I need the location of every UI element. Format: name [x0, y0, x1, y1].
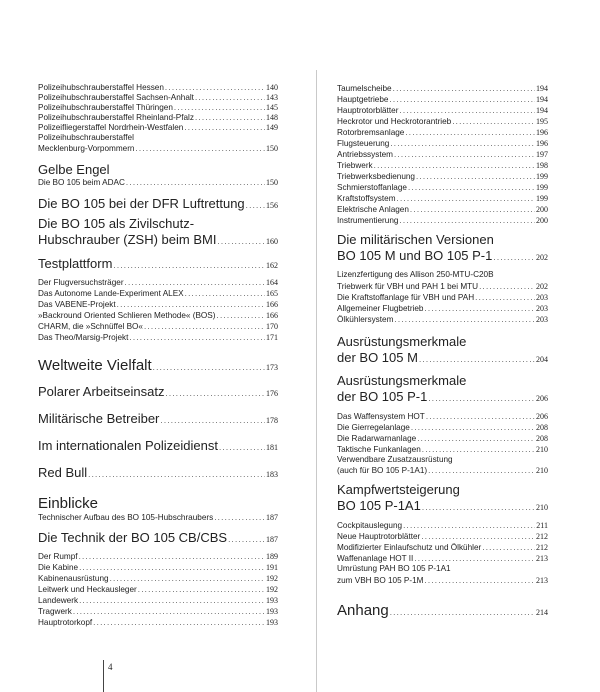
- section-heading-line[interactable]: Die militärischen Versionen: [337, 232, 494, 247]
- section-heading[interactable]: Red Bull . . . 183: [38, 465, 278, 483]
- toc-entry[interactable]: Schmierstoffanlage . . . 199: [337, 182, 548, 193]
- toc-entry[interactable]: Instrumentierung . . . 200: [337, 215, 548, 226]
- toc-entry[interactable]: Das Theo/Marsig-Projekt . . . 171: [38, 332, 278, 343]
- toc-entry[interactable]: Leitwerk und Heckausleger . . . 192: [38, 584, 278, 595]
- section-heading[interactable]: BO 105 P-1A1 . . . 210: [337, 498, 548, 516]
- section-heading-line[interactable]: Die BO 105 als Zivilschutz-: [38, 215, 195, 231]
- toc-entry[interactable]: Der Flugversuchsträger . . . 164: [38, 277, 278, 288]
- toc-entry[interactable]: Neue Hauptrotorblätter . . . 212: [337, 531, 548, 542]
- section-heading[interactable]: der BO 105 M . . . 204: [337, 350, 548, 368]
- toc-entry[interactable]: Taktische Funkanlagen . . . 210: [337, 444, 548, 455]
- page-number: 4: [108, 662, 113, 672]
- section-heading[interactable]: Militärische Betreiber . . . 178: [38, 411, 278, 429]
- toc-entry-line[interactable]: Verwendbare Zusatzausrüstung: [337, 454, 453, 464]
- toc-entry[interactable]: Ölkühlersystem . . . 203: [337, 314, 548, 325]
- toc-entry[interactable]: »Backround Oriented Schlieren Methode« (BOS) . . . 166: [38, 310, 278, 321]
- toc-entry[interactable]: Rotorbremsanlage . . . 196: [337, 127, 548, 138]
- section-heading-line[interactable]: Ausrüstungsmerkmale: [337, 333, 467, 349]
- toc-entry[interactable]: Triebwerk . . . 198: [337, 160, 548, 171]
- toc-right-column: [337, 83, 548, 622]
- toc-entry[interactable]: Mecklenburg-Vorpommern . . . 150: [38, 144, 278, 154]
- toc-entry[interactable]: Das VABENE-Projekt . . . 166: [38, 299, 278, 310]
- toc-entry[interactable]: Das Autonome Lande-Experiment ALEX . . . 165: [38, 288, 278, 299]
- toc-entry[interactable]: Die Kabine . . . 191: [38, 562, 278, 573]
- toc-entry[interactable]: Elektrische Anlagen . . . 200: [337, 204, 548, 215]
- section-heading-line[interactable]: Ausrüstungsmerkmale: [337, 372, 467, 388]
- toc-entry[interactable]: Die Gierregelanlage . . . 208: [337, 422, 548, 433]
- chapter-heading[interactable]: Einblicke: [38, 494, 99, 512]
- section-heading[interactable]: der BO 105 P-1 . . . 206: [337, 389, 548, 407]
- section-heading[interactable]: Testplattform . . . 162: [38, 256, 278, 274]
- toc-entry[interactable]: Allgemeiner Flugbetrieb . . . 203: [337, 303, 548, 314]
- toc-entry[interactable]: Kraftstoffsystem . . . 199: [337, 193, 548, 204]
- toc-entry[interactable]: Polizeihubschrauberstaffel Thüringen . . . 145: [38, 103, 278, 113]
- toc-entry[interactable]: Tragwerk . . . 193: [38, 606, 278, 617]
- toc-entry[interactable]: Technischer Aufbau des BO 105-Hubschraubers . . . 187: [38, 513, 278, 523]
- toc-entry[interactable]: (auch für BO 105 P-1A1) . . . 210: [337, 465, 548, 476]
- toc-entry[interactable]: Die BO 105 beim ADAC . . . 150: [38, 178, 278, 188]
- section-heading[interactable]: Die BO 105 bei der DFR Luftrettung . . . 156: [38, 196, 278, 214]
- section-heading-line[interactable]: Kampfwertsteigerung: [337, 482, 460, 497]
- section-heading[interactable]: Die Technik der BO 105 CB/CBS . . . 187: [38, 530, 278, 548]
- toc-entry[interactable]: Triebwerk für VBH und PAH 1 bei MTU . . . 202: [337, 281, 548, 292]
- toc-entry[interactable]: Antriebssystem . . . 197: [337, 149, 548, 160]
- toc-entry[interactable]: Polizeifliegerstaffel Nordrhein-Westfalen . . . 149: [38, 123, 278, 133]
- toc-entry[interactable]: Hauptrotorblätter . . . 194: [337, 105, 548, 116]
- toc-entry-line[interactable]: Umrüstung PAH BO 105 P-1A1: [337, 564, 451, 573]
- toc-entry[interactable]: Heckrotor und Heckrotorantrieb . . . 195: [337, 116, 548, 127]
- section-heading[interactable]: Im internationalen Polizeidienst . . . 181: [38, 438, 278, 456]
- section-heading[interactable]: Gelbe Engel: [38, 161, 110, 177]
- chapter-heading[interactable]: Weltweite Vielfalt . . . 173: [38, 357, 278, 377]
- toc-entry[interactable]: Polizeihubschrauberstaffel Rheinland-Pfalz . . . 148: [38, 113, 278, 123]
- toc-entry[interactable]: Der Rumpf . . . 189: [38, 551, 278, 562]
- toc-entry[interactable]: Cockpitauslegung . . . 211: [337, 520, 548, 531]
- toc-entry[interactable]: zum VBH BO 105 P-1M . . . 213: [337, 575, 548, 586]
- toc-entry[interactable]: Taumelscheibe . . . 194: [337, 83, 548, 94]
- toc-left-column: [38, 83, 278, 628]
- section-heading[interactable]: BO 105 M und BO 105 P-1 . . . 202: [337, 248, 548, 266]
- toc-entry[interactable]: Die Kraftstoffanlage für VBH und PAH . . . 203: [337, 292, 548, 303]
- toc-entry-line[interactable]: Lizenzfertigung des Allison 250-MTU-C20B: [337, 270, 494, 279]
- toc-entry[interactable]: Hauptrotorkopf . . . 193: [38, 617, 278, 628]
- chapter-heading[interactable]: Anhang . . . 214: [337, 602, 548, 622]
- toc-entry[interactable]: Hauptgetriebe . . . 194: [337, 94, 548, 105]
- toc-entry[interactable]: Landewerk . . . 193: [38, 595, 278, 606]
- toc-entry[interactable]: Kabinenausrüstung . . . 192: [38, 573, 278, 584]
- section-heading[interactable]: Hubschrauber (ZSH) beim BMI . . . 160: [38, 232, 278, 250]
- toc-entry[interactable]: Polizeihubschrauberstaffel Hessen . . . 140: [38, 83, 278, 93]
- toc-entry[interactable]: Das Waffensystem HOT . . . 206: [337, 411, 548, 422]
- toc-entry[interactable]: Waffenanlage HOT II . . . 213: [337, 553, 548, 564]
- toc-entry[interactable]: Modifizierter Einlaufschutz und Ölkühler . . . 212: [337, 542, 548, 553]
- toc-entry[interactable]: Die Radarwarnanlage . . . 208: [337, 433, 548, 444]
- section-heading[interactable]: Polarer Arbeitseinsatz . . . 176: [38, 384, 278, 402]
- toc-entry-line[interactable]: Polizeihubschrauberstaffel: [38, 133, 134, 142]
- toc-entry[interactable]: Polizeihubschrauberstaffel Sachsen-Anhalt . . . 143: [38, 93, 278, 103]
- toc-entry[interactable]: CHARM, die »Schnüffel BO« . . . 170: [38, 321, 278, 332]
- toc-entry[interactable]: Triebwerksbedienung . . . 199: [337, 171, 548, 182]
- toc-entry[interactable]: Flugsteuerung . . . 196: [337, 138, 548, 149]
- page-marker-line: [103, 660, 104, 692]
- column-divider: [316, 70, 317, 692]
